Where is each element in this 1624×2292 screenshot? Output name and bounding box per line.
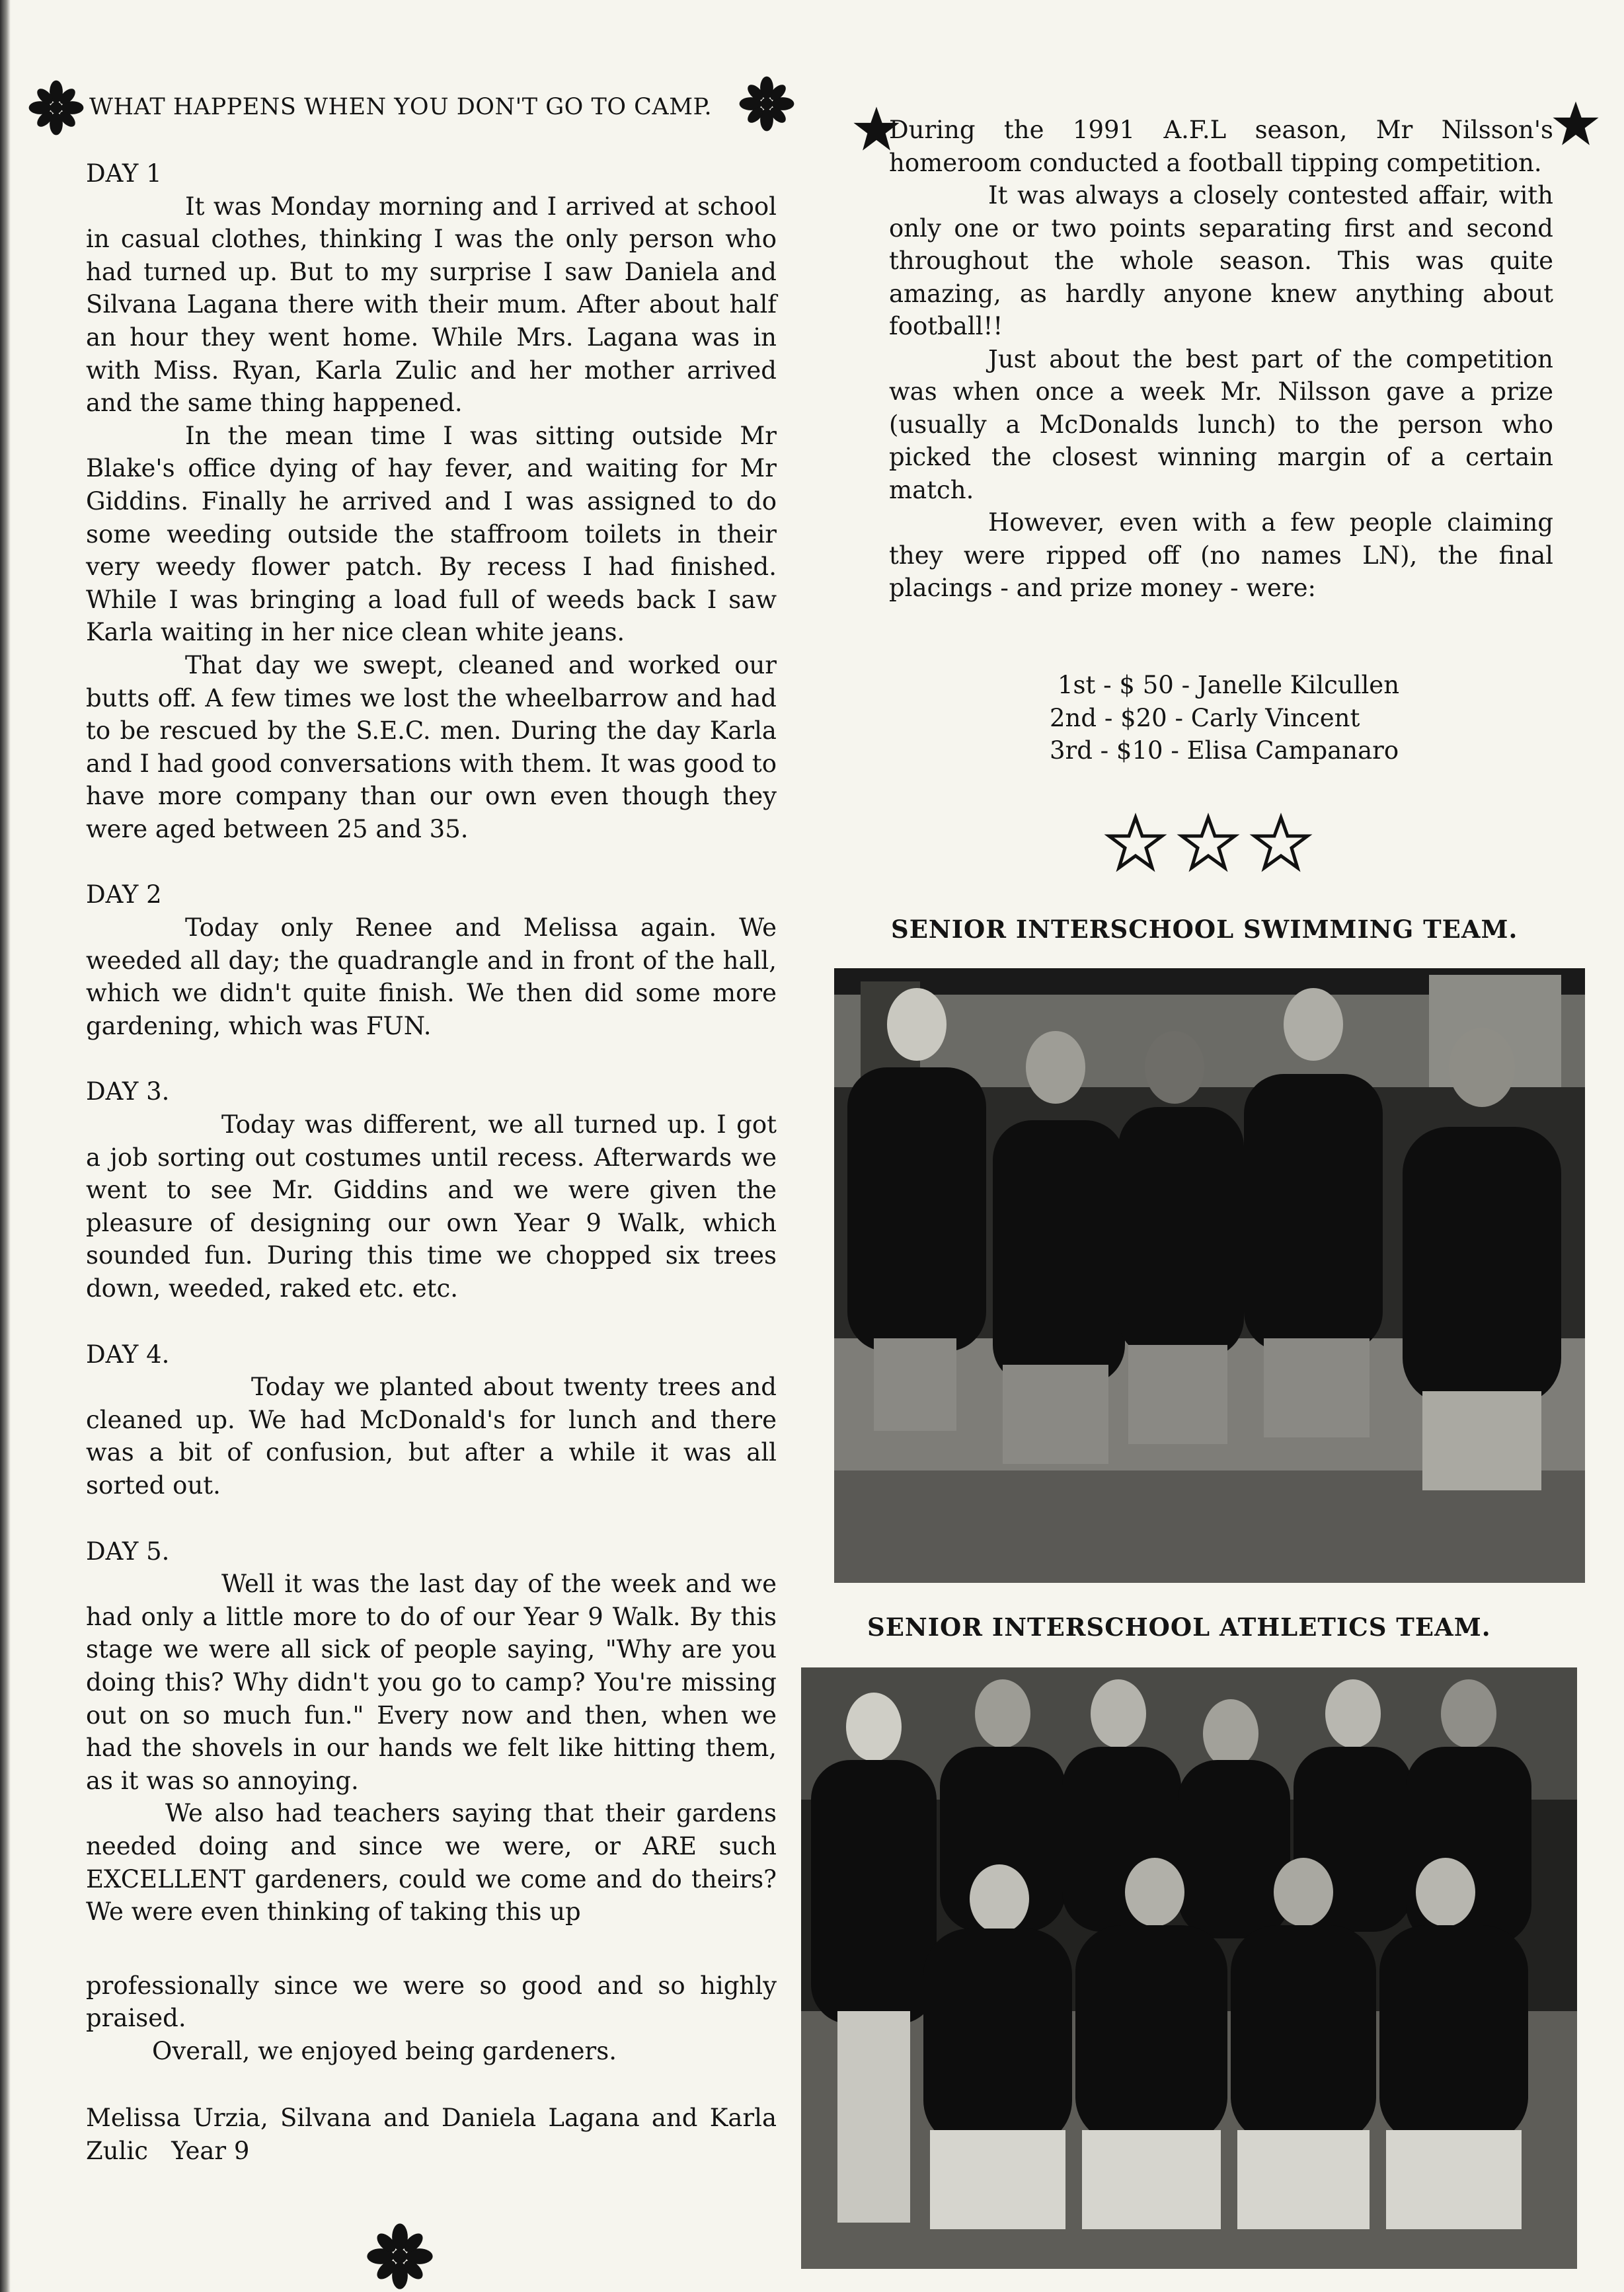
day2-paragraph: Today only Renee and Melissa again. We weeded all day; the quadrangle and in front of the hall, which we didn't quite finish. We then did some more gardening, which was FUN.: [86, 913, 777, 1040]
day5-paragraph-continued: professionally since we were so good and so highly praised.: [86, 1971, 777, 2033]
page-binding-edge: [0, 0, 11, 2292]
placings-list: [1050, 669, 1400, 767]
tipping-paragraph: Just about the best part of the competition was when once a week Mr. Nilsson gave a prize (usually a McDonalds lunch) to the person who picked the closest winning margin of a certain match.: [889, 344, 1553, 504]
article-title: WHAT HAPPENS WHEN YOU DON'T GO TO CAMP.: [89, 94, 713, 120]
flower-ornament-icon: [360, 2221, 440, 2292]
camp-article-body: [86, 157, 777, 2168]
day1-paragraph: It was Monday morning and I arrived at school in casual clothes, thinking I was the only person who had turned up. But to my surprise I saw Daniela and Silvana Lagana there with their mum. After about half an hour they went home. While Mrs. Lagana was in with Miss. Ryan, Karla Zulic and her mother arrived and the same thing happened.: [86, 192, 777, 418]
athletics-team-heading: SENIOR INTERSCHOOL ATHLETICS TEAM.: [867, 1613, 1491, 1642]
placing-entry: 2nd - $20 - Carly Vincent: [1050, 703, 1360, 732]
day4-paragraph: Today we planted about twenty trees and cleaned up. We had McDonald's for lunch and there was a bit of confusion, but after a while it was all sorted out.: [86, 1373, 777, 1500]
day5-paragraph: Well it was the last day of the week and we had only a little more to do of our Year 9 Walk. By this stage we were all sick of people saying, "Why are you doing this? Why didn't you go to camp? You're missing out on so much fun." Every now and then, when we had the shovels in our hands we felt like hitting them, as it was so annoying.: [86, 1570, 777, 1795]
day-heading: DAY 1: [86, 159, 162, 188]
signature-year: Year 9: [171, 2137, 250, 2166]
tipping-paragraph: During the 1991 A.F.L season, Mr Nilsson's homeroom conducted a football tipping competition.: [889, 116, 1553, 177]
football-tipping-article: [889, 114, 1553, 605]
signature-authors: Melissa Urzia, Silvana and Daniela Lagana and Karla Zulic: [86, 2104, 777, 2166]
day-heading: DAY 4.: [86, 1340, 170, 1369]
flower-ornament-icon: [737, 74, 796, 134]
flower-ornament-icon: [26, 78, 86, 137]
tipping-paragraph: It was always a closely contested affair, with only one or two points separating first and second throughout the whole season. This was quite amazing, as hardly anyone knew anything about football!!: [889, 181, 1553, 340]
day1-paragraph: That day we swept, cleaned and worked our butts off. A few times we lost the wheelbarrow and had to be rescued by the S.E.C. men. During the day Karla and I had good conversations with them. It was good to have more company than our own even though they were aged between 25 and 35.: [86, 650, 777, 843]
day5-closing-line: Overall, we enjoyed being gardeners.: [152, 2036, 617, 2065]
swimming-team-photo: [834, 968, 1585, 1583]
outline-star-icon: [1102, 810, 1314, 876]
day3-paragraph: Today was different, we all turned up. I got a job sorting out costumes until recess. Afterwards we went to see Mr. Giddins and we were given the pleasure of designing our own Year 9 Walk, which sounded fun. During this time we chopped six trees down, weeded, raked etc. etc.: [86, 1110, 777, 1303]
tipping-paragraph: However, even with a few people claiming they were ripped off (no names LN), the final placings - and prize money - were:: [889, 508, 1553, 602]
day-heading: DAY 3.: [86, 1077, 170, 1106]
placing-entry: 1st - $ 50 - Janelle Kilcullen: [1058, 671, 1400, 699]
placing-entry: 3rd - $10 - Elisa Campanaro: [1050, 736, 1399, 765]
day-heading: DAY 2: [86, 880, 162, 909]
article-signature: [86, 2102, 777, 2167]
day-heading: DAY 5.: [86, 1537, 170, 1566]
day1-paragraph: In the mean time I was sitting outside Mr Blake's office dying of hay fever, and waiting for Mr Giddins. Finally he arrived and I was assigned to do some weeding outside the staffroom toilets in their very weedy flower patch. By recess I had finished. While I was bringing a load full of weeds back I saw Karla waiting in her nice clean white jeans.: [86, 421, 777, 647]
athletics-team-photo: [801, 1667, 1577, 2269]
swimming-team-heading: SENIOR INTERSCHOOL SWIMMING TEAM.: [891, 915, 1518, 944]
day5-paragraph: We also had teachers saying that their gardens needed doing and since we were, or ARE such EXCELLENT gardeners, could we come and do theirs? We were even thinking of taking this up: [86, 1799, 777, 1927]
article-title-row: [26, 78, 800, 144]
star-icon: [1552, 100, 1600, 148]
